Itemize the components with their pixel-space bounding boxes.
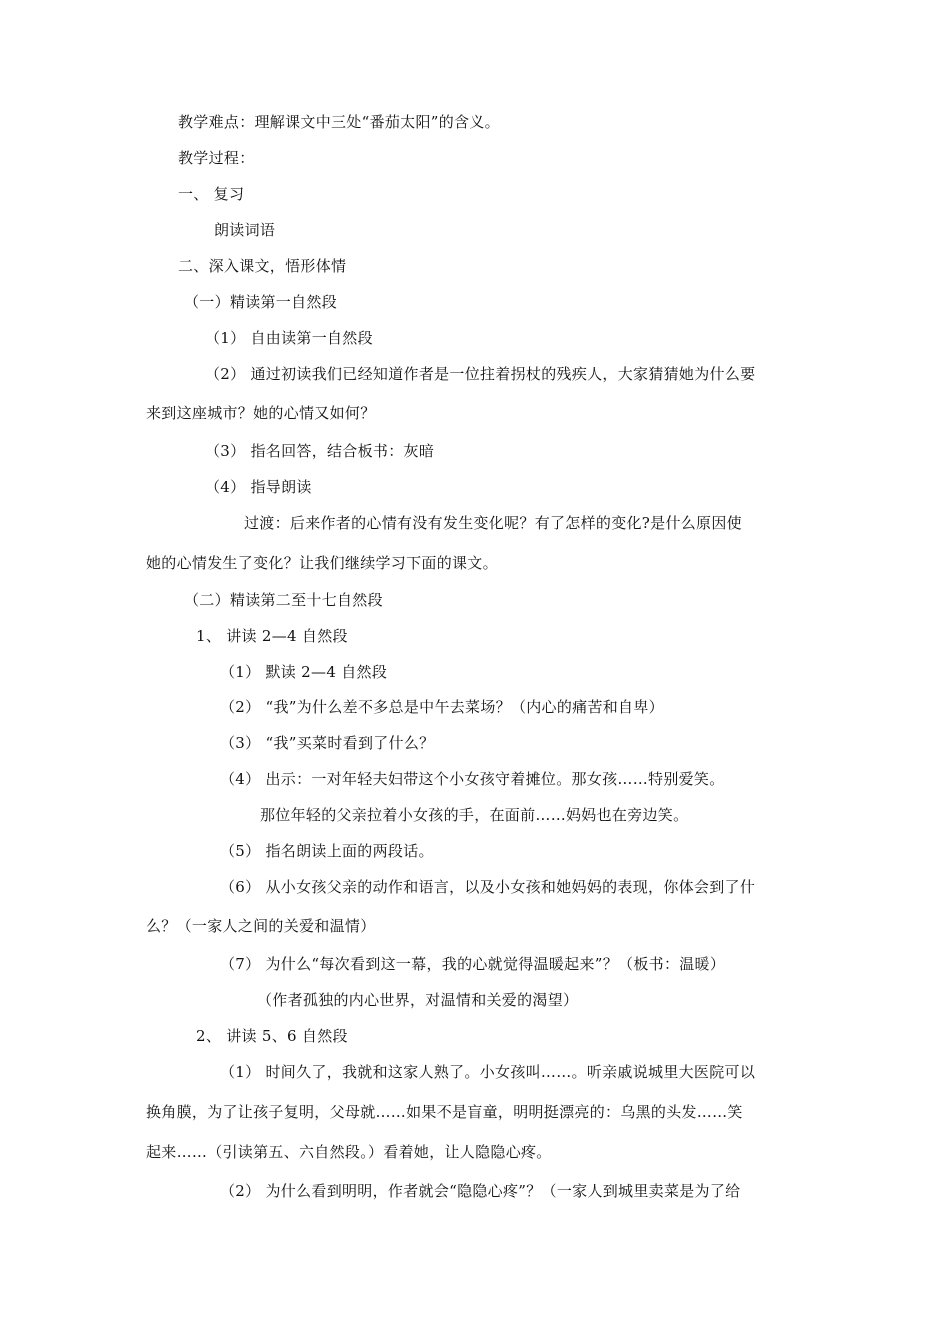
list-item: （1） 时间久了，我就和这家人熟了。小女孩叫……。听亲戚说城里大医院可以 <box>220 1063 756 1081</box>
list-item: （2） “我”为什么差不多总是中午去菜场？（内心的痛苦和自卑） <box>220 698 664 716</box>
text-line: 起来……（引读第五、六自然段。）看着她，让人隐隐心疼。 <box>146 1143 552 1161</box>
text-line: 朗读词语 <box>214 221 276 239</box>
list-item: （1） 默读 2—4 自然段 <box>220 663 388 681</box>
list-item: （4） 指导朗读 <box>205 478 312 496</box>
section-heading: 一、 复习 <box>178 185 245 203</box>
list-item: （4） 出示：一对年轻夫妇带这个小女孩守着摊位。那女孩……特别爱笑。 <box>220 770 725 788</box>
subsection-heading: （一）精读第一自然段 <box>184 293 338 311</box>
text-line: 教学过程： <box>178 149 255 167</box>
list-item: （3） “我”买菜时看到了什么？ <box>220 734 435 752</box>
list-item: （1） 自由读第一自然段 <box>205 329 373 347</box>
text-line: （作者孤独的内心世界，对温情和关爱的渴望） <box>257 991 579 1009</box>
text-line: 来到这座城市？她的心情又如何？ <box>146 404 376 422</box>
text-line: 换角膜，为了让孩子复明，父母就……如果不是盲童，明明挺漂亮的：乌黑的头发……笑 <box>146 1103 743 1121</box>
list-item: （7） 为什么“每次看到这一幕，我的心就觉得温暖起来”？（板书：温暖） <box>220 955 726 973</box>
text-line: 教学难点：理解课文中三处“番茄太阳”的含义。 <box>178 113 500 131</box>
text-line: 么？（一家人之间的关爱和温情） <box>146 917 376 935</box>
section-heading: 二、深入课文，悟形体情 <box>178 257 347 275</box>
list-item: （5） 指名朗读上面的两段话。 <box>220 842 434 860</box>
list-item: （2） 通过初读我们已经知道作者是一位拄着拐杖的残疾人，大家猜猜她为什么要 <box>205 365 756 383</box>
subsection-heading: （二）精读第二至十七自然段 <box>184 591 383 609</box>
list-item: 1、 讲读 2—4 自然段 <box>196 627 348 645</box>
list-item: （2） 为什么看到明明，作者就会“隐隐心疼”？（一家人到城里卖菜是为了给 <box>220 1182 741 1200</box>
text-line: 过渡：后来作者的心情有没有发生变化呢？有了怎样的变化?是什么原因使 <box>244 514 742 532</box>
list-item: （3） 指名回答，结合板书：灰暗 <box>205 442 435 460</box>
list-item: （6） 从小女孩父亲的动作和语言，以及小女孩和她妈妈的表现，你体会到了什 <box>220 878 756 896</box>
list-item: 2、 讲读 5、6 自然段 <box>196 1027 348 1045</box>
text-line: 那位年轻的父亲拉着小女孩的手，在面前……妈妈也在旁边笑。 <box>260 806 689 824</box>
text-line: 她的心情发生了变化？让我们继续学习下面的课文。 <box>146 554 498 572</box>
